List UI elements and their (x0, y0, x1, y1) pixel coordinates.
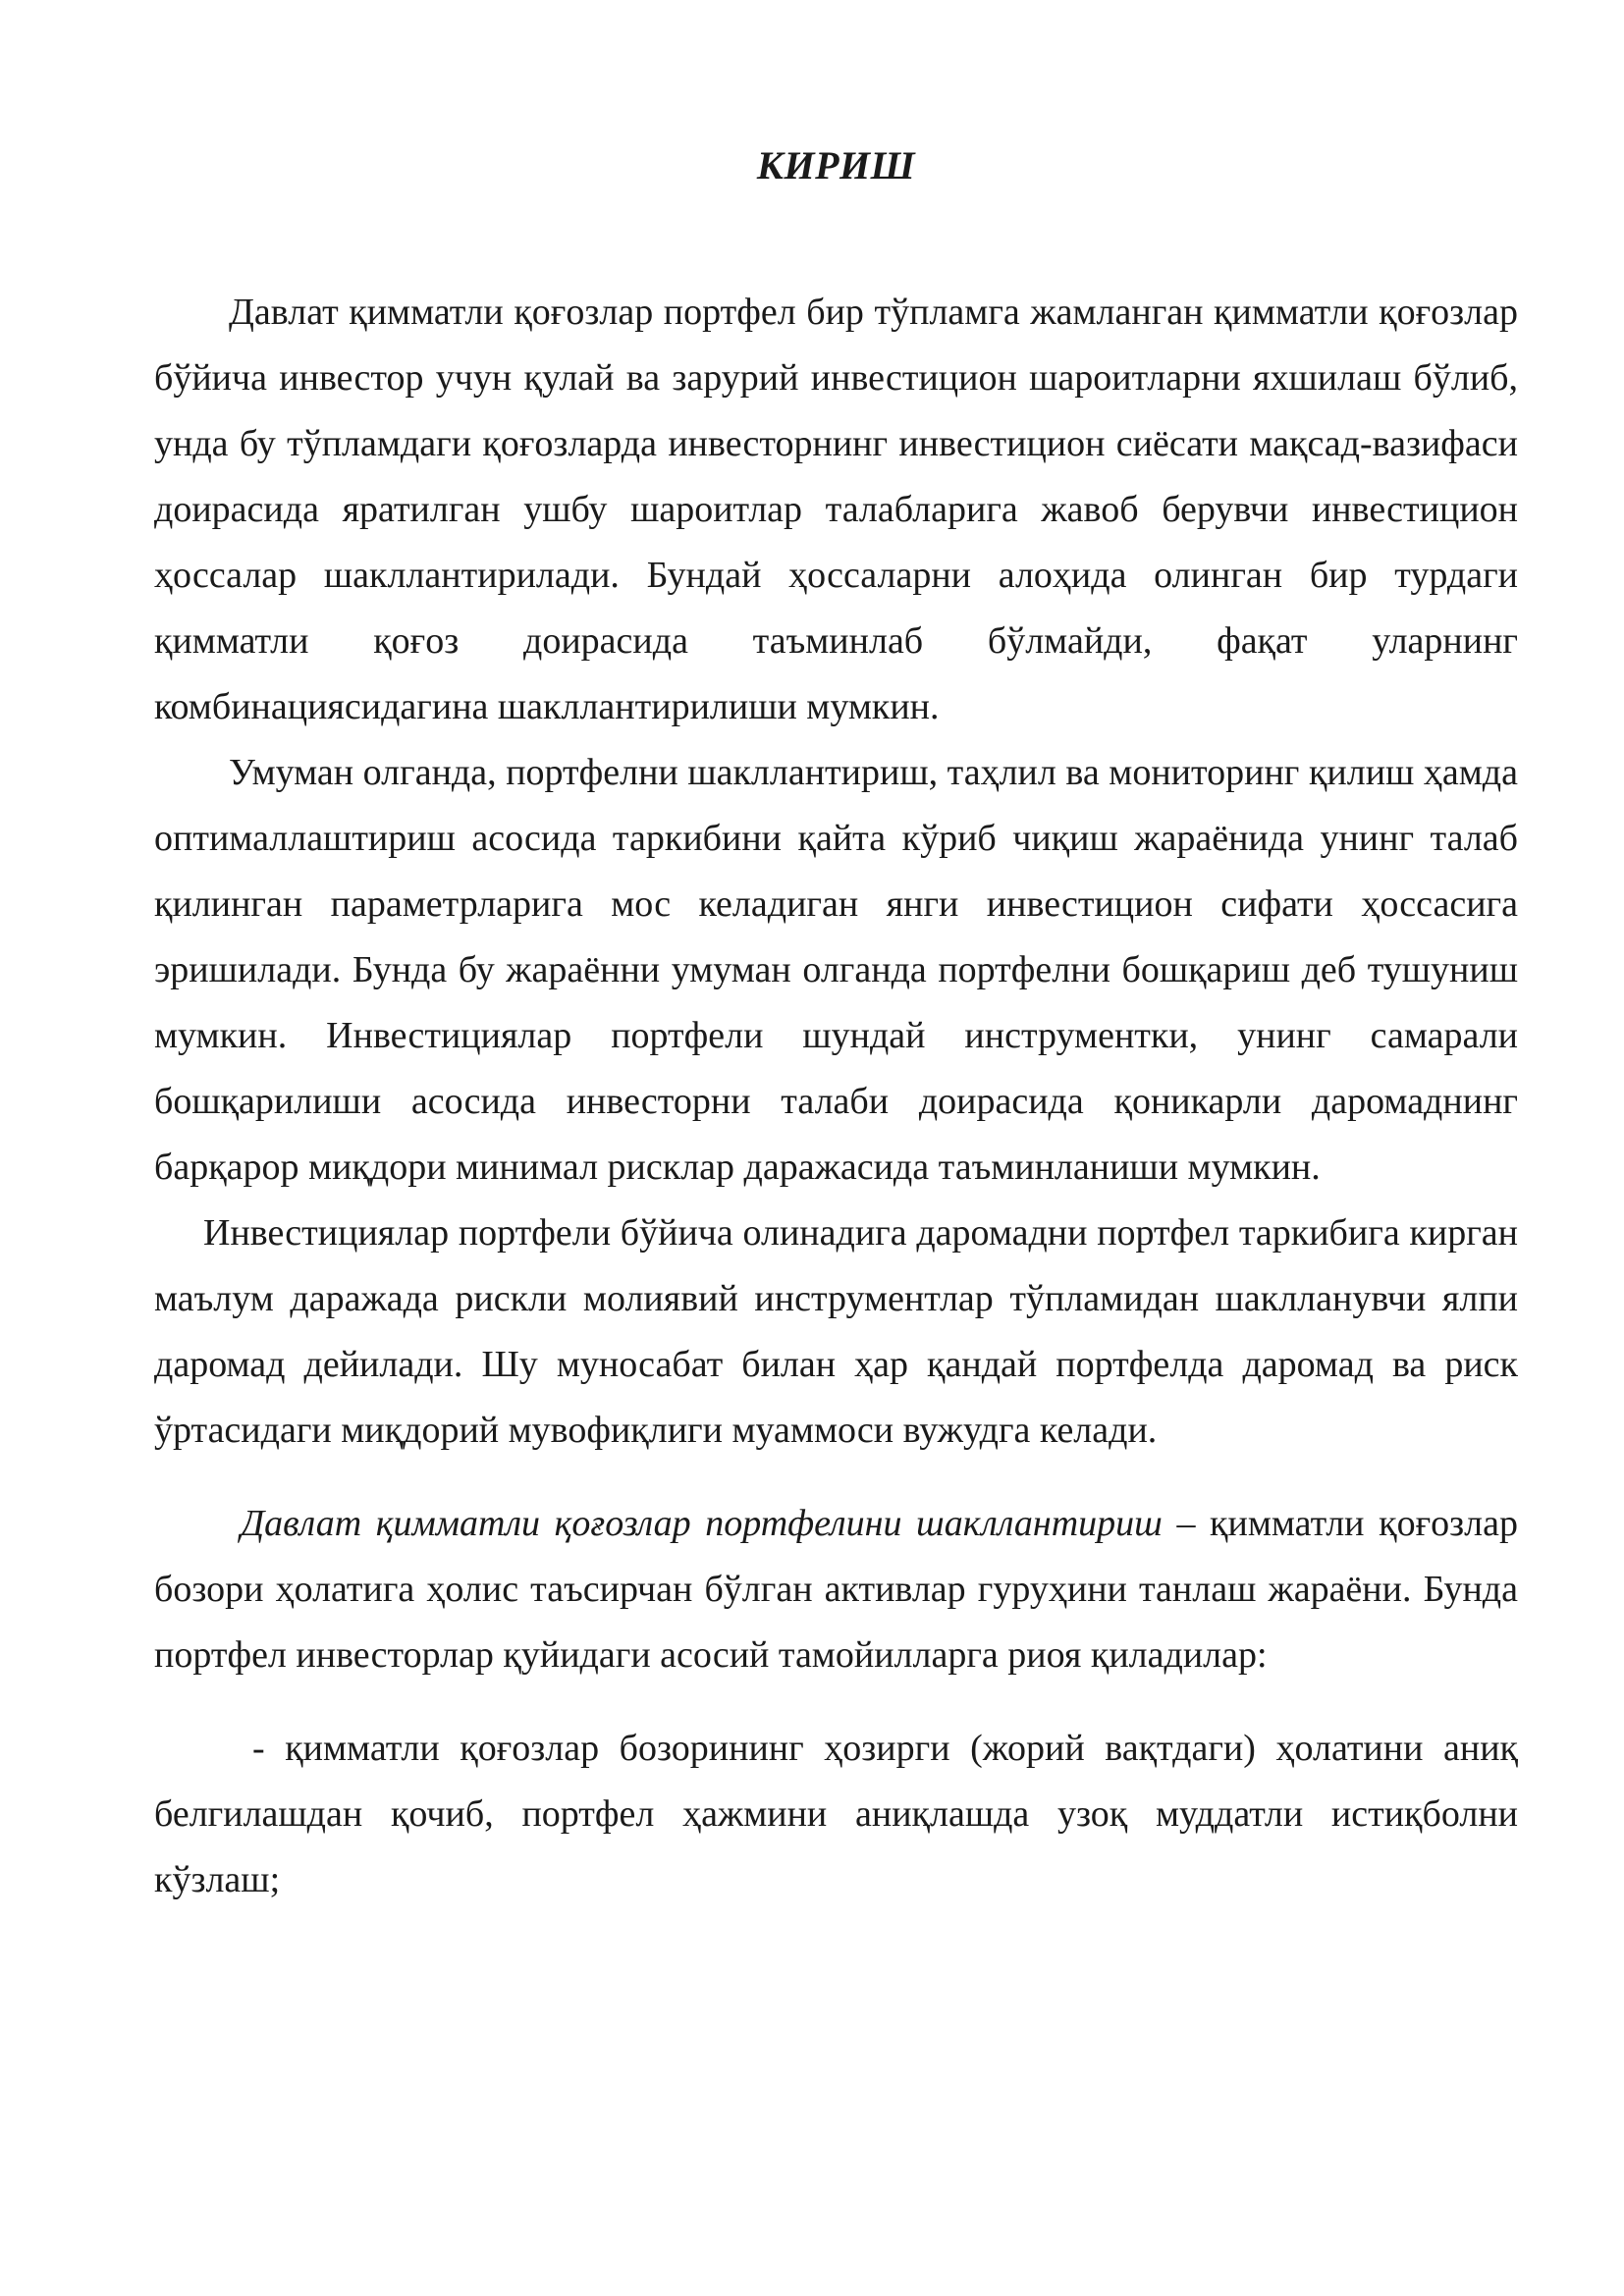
list-item: - қимматли қоғозлар бозорининг ҳозирги (жорий вақтдаги) ҳолатини аниқ белгилашдан қочиб, портфел ҳажмини аниқлашда узоқ муддатли истиқболни кўзлаш; (154, 1728, 1518, 1900)
document-page (154, 142, 1518, 1913)
paragraph-1: Давлат қимматли қоғозлар портфел бир тўпламга жамланган қимматли қоғозлар бўйича инвестор учун қулай ва зарурий инвестицион шароитларни яхшилаш бўлиб, унда бу тўпламдаги қоғозларда инвесторнинг инвестицион сиёсати мақсад-вазифаси доирасида яратилган ушбу шароитлар талабларига жавоб берувчи инвестицион ҳоссалар шакллантирилади. Бундай ҳоссаларни алоҳида олинган бир турдаги қимматли қоғоз доирасида таъминлаб бўлмайди, фақат уларнинг комбинациясидагина шакллантирилиши мумкин. (154, 292, 1518, 727)
page-title: КИРИШ (756, 143, 916, 187)
paragraph-3: Инвестициялар портфели бўйича олинадига даромадни портфел таркибига кирган маълум даражада рискли молиявий инструментлар тўпламидан шаклланувчи ялпи даромад дейилади. Шу муносабат билан ҳар қандай портфелда даромад ва риск ўртасидаги миқдорий мувофиқлиги муаммоси вужудга келади. (154, 1212, 1518, 1451)
paragraph-2: Умуман олганда, портфелни шакллантириш, таҳлил ва мониторинг қилиш ҳамда оптималлаштириш асосида таркибини қайта кўриб чиқиш жараёнида унинг талаб қилинган параметрларига мос келадиган янги инвестицион сифати ҳоссасига эришилади. Бунда бу жараённи умуман олганда портфелни бошқариш деб тушуниш мумкин. Инвестициялар портфели шундай инструментки, унинг самарали бошқарилиши асосида инвесторни талаби доирасида қоникарли даромаднинг барқарор миқдори минимал рисклар даражасида таъминланиши мумкин. (154, 752, 1518, 1188)
paragraph-4 (154, 1491, 1518, 1688)
definition-text: – қимматли қоғозлар бозори ҳолатига ҳолис таъсирчан бўлган активлар гуруҳини танлаш жараёни. Бунда портфел инвесторлар қуйидаги асосий тамойилларга риоя қиладилар: (154, 1503, 1518, 1676)
defined-term: Давлат қимматли қоғозлар портфелини шакллантириш (241, 1503, 1163, 1544)
